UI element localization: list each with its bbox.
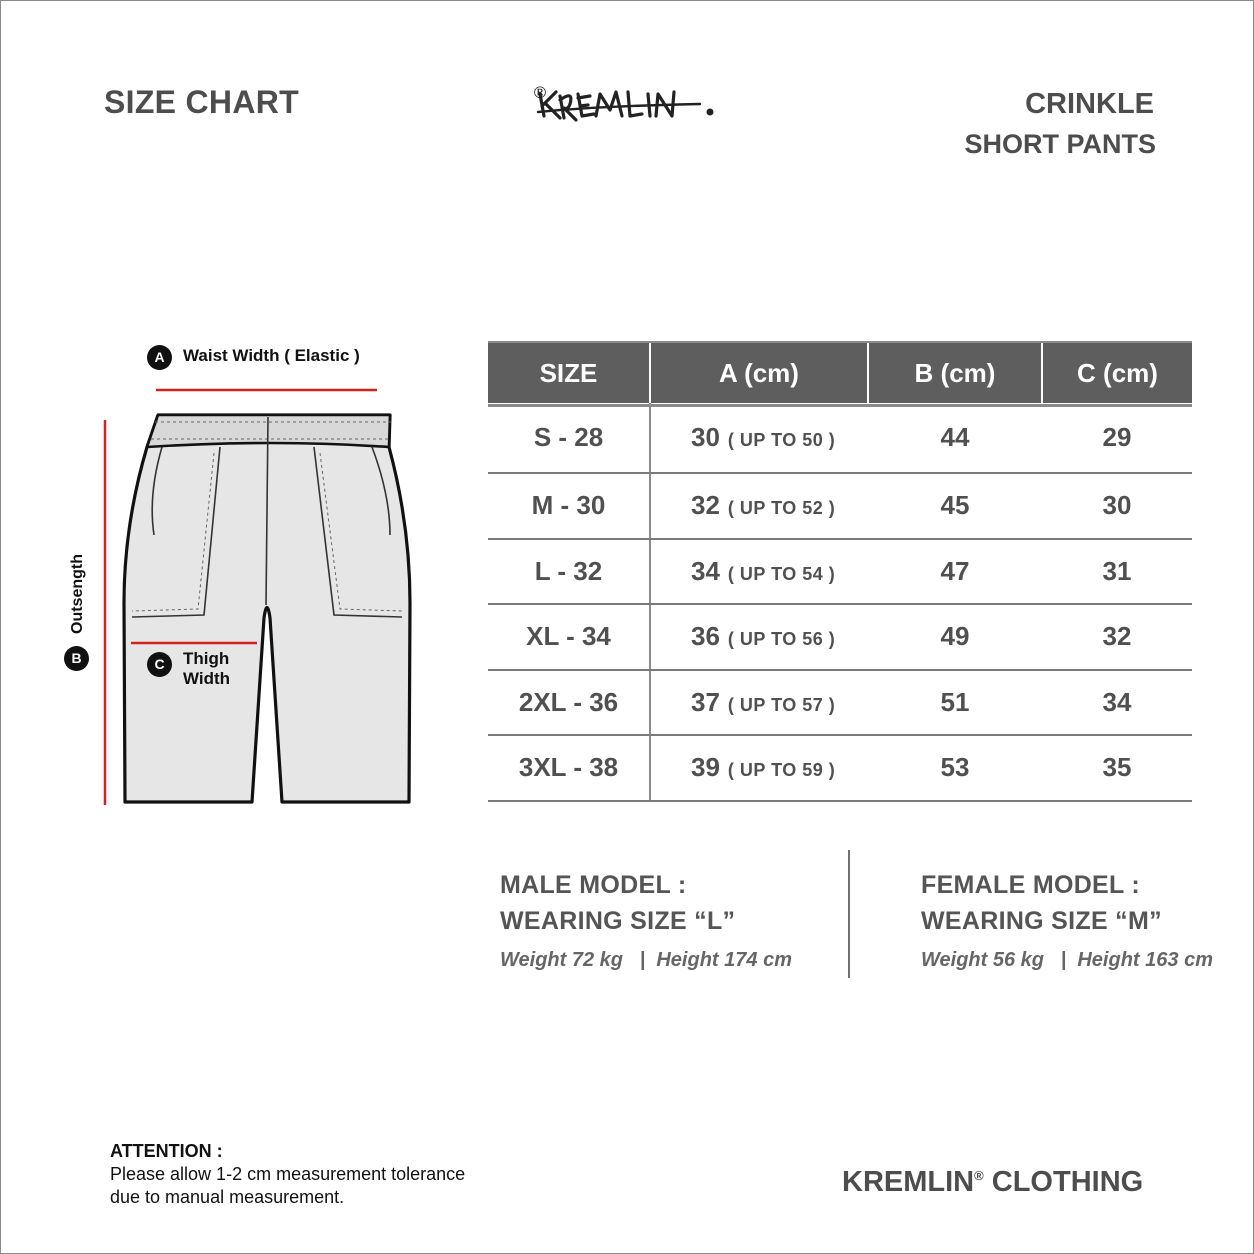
waist-max-note: ( UP TO 54 ) xyxy=(727,563,836,584)
waist-badge: A xyxy=(147,345,172,370)
waist-value: 39 xyxy=(691,752,720,783)
table-row xyxy=(488,539,1192,605)
svg-text:®: ® xyxy=(532,83,548,102)
product-line-2: SHORT PANTS xyxy=(964,129,1156,159)
waist-cell xyxy=(650,670,868,736)
attention-line-1: Please allow 1-2 cm measurement tolerance xyxy=(110,1164,466,1184)
female-model-stats: Weight 56 kg | Height 163 cm xyxy=(921,949,1213,971)
size-cell: S - 28 xyxy=(488,403,650,473)
waist-cell xyxy=(650,403,868,473)
waist-max-note: ( UP TO 52 ) xyxy=(727,498,836,519)
thigh-cell: 29 xyxy=(1042,403,1192,473)
size-cell: L - 32 xyxy=(488,539,650,605)
waist-max-note: ( UP TO 50 ) xyxy=(727,430,836,450)
brand-name: KREMLIN xyxy=(842,1166,975,1198)
waist-value: 37 xyxy=(691,686,720,717)
size-cell: 3XL - 38 xyxy=(488,735,650,801)
table-row xyxy=(488,735,1192,801)
waist-cell xyxy=(650,473,868,539)
col-header-size: SIZE xyxy=(488,343,650,403)
female-model-heading: FEMALE MODEL : xyxy=(921,871,1141,899)
thigh-label xyxy=(183,649,230,689)
shorts-diagram xyxy=(52,335,432,815)
product-line-1: CRINKLE xyxy=(1025,88,1154,120)
model-divider xyxy=(848,850,850,978)
table-header-rule xyxy=(488,404,1192,407)
outseam-cell: 51 xyxy=(868,670,1042,736)
col-header-c: C (cm) xyxy=(1042,343,1192,403)
waist-max-note: ( UP TO 57 ) xyxy=(727,694,836,715)
size-cell: 2XL - 36 xyxy=(488,670,650,736)
thigh-cell: 31 xyxy=(1042,539,1192,605)
waist-value: 32 xyxy=(691,490,720,521)
outseam-cell: 44 xyxy=(868,403,1042,473)
table-row xyxy=(488,473,1192,539)
waist-value: 36 xyxy=(691,621,720,652)
size-cell: XL - 34 xyxy=(488,604,650,670)
waist-cell xyxy=(650,604,868,670)
thigh-label-line1: Thigh xyxy=(183,649,230,668)
kremlin-logo xyxy=(530,78,720,126)
outseam-cell: 49 xyxy=(868,604,1042,670)
registered-mark: ® xyxy=(974,1168,984,1183)
thigh-label-line2: Width xyxy=(183,669,231,688)
table-row xyxy=(488,670,1192,736)
thigh-cell: 32 xyxy=(1042,604,1192,670)
waist-max-note: ( UP TO 56 ) xyxy=(727,629,836,650)
outseam-label: Outsength xyxy=(69,554,86,634)
thigh-badge: C xyxy=(147,652,172,677)
waist-cell xyxy=(650,539,868,605)
outseam-badge: B xyxy=(64,646,89,671)
thigh-cell: 30 xyxy=(1042,473,1192,539)
male-model-info xyxy=(500,867,792,972)
waist-value: 34 xyxy=(691,555,720,586)
footer-brand xyxy=(842,1166,1143,1199)
size-table xyxy=(488,343,1192,802)
male-model-size: WEARING SIZE “L” xyxy=(500,907,736,935)
outseam-cell: 47 xyxy=(868,539,1042,605)
page-title: SIZE CHART xyxy=(104,84,299,120)
table-row xyxy=(488,604,1192,670)
size-cell: M - 30 xyxy=(488,473,650,539)
waist-label: Waist Width ( Elastic ) xyxy=(183,346,360,365)
female-model-size: WEARING SIZE “M” xyxy=(921,907,1162,935)
waist-max-note: ( UP TO 59 ) xyxy=(727,760,836,781)
col-header-b: B (cm) xyxy=(868,343,1042,403)
male-model-heading: MALE MODEL : xyxy=(500,871,687,899)
col-header-a: A (cm) xyxy=(650,343,868,403)
table-row xyxy=(488,403,1192,473)
waist-value: 30 xyxy=(691,422,720,452)
male-model-stats: Weight 72 kg | Height 174 cm xyxy=(500,949,792,971)
thigh-cell: 35 xyxy=(1042,735,1192,801)
attention-heading: ATTENTION : xyxy=(110,1141,223,1161)
attention-line-2: due to manual measurement. xyxy=(110,1187,345,1207)
attention-note xyxy=(110,1140,465,1209)
brand-suffix: CLOTHING xyxy=(983,1166,1144,1198)
table-header-row xyxy=(488,343,1192,403)
waist-cell xyxy=(650,735,868,801)
product-name xyxy=(964,84,1156,164)
outseam-cell: 53 xyxy=(868,735,1042,801)
female-model-info xyxy=(921,867,1213,972)
outseam-cell: 45 xyxy=(868,473,1042,539)
thigh-cell: 34 xyxy=(1042,670,1192,736)
